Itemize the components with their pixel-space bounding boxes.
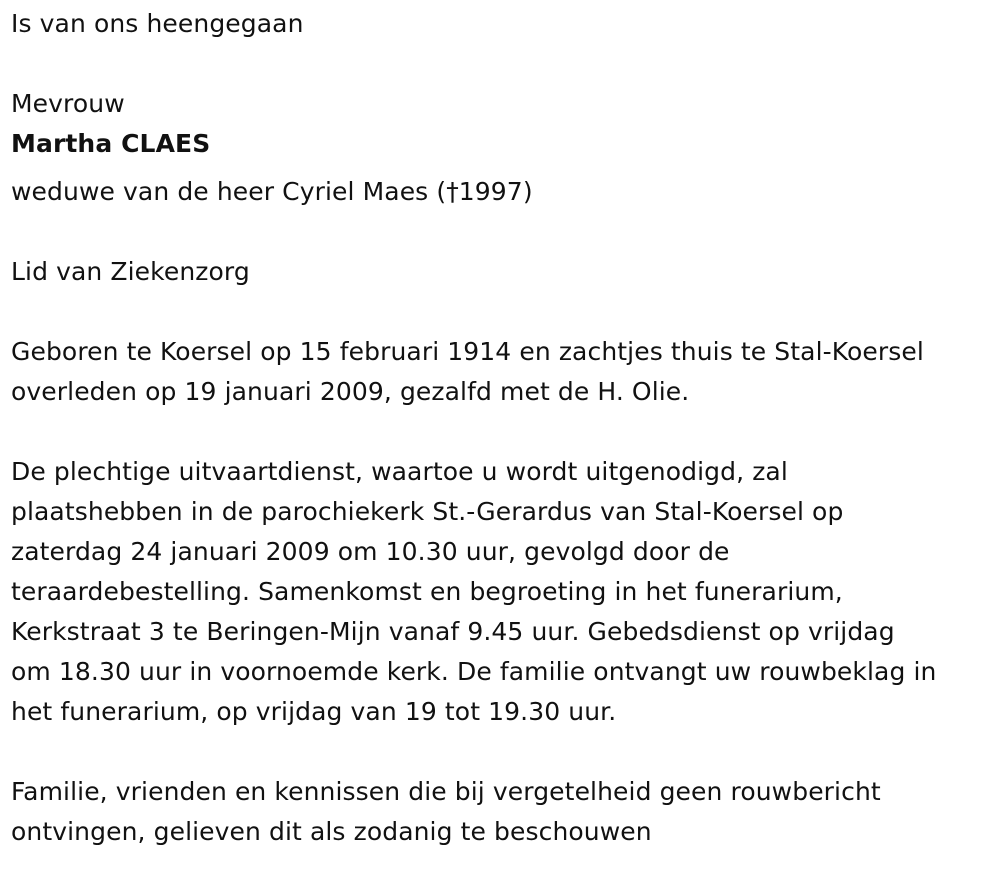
deceased-name: Martha CLAES [11, 129, 211, 158]
paragraph-line: om 18.30 uur in voornoemde kerk. De familie ontvangt uw rouwbeklag in [11, 657, 937, 686]
paragraph-line: overleden op 19 januari 2009, gezalfd met de H. Olie. [11, 377, 690, 406]
paragraph-line: plaatshebben in de parochiekerk St.-Gerardus van Stal-Koersel op [11, 497, 844, 526]
birth-death-paragraph [11, 332, 996, 412]
paragraph-line: ontvingen, gelieven dit als zodanig te beschouwen [11, 817, 652, 846]
paragraph-line: Geboren te Koersel op 15 februari 1914 en zachtjes thuis te Stal-Koersel [11, 337, 924, 366]
paragraph-line: Kerkstraat 3 te Beringen-Mijn vanaf 9.45 uur. Gebedsdienst op vrijdag [11, 617, 895, 646]
intro-line: Is van ons heengegaan [11, 9, 304, 38]
spacer [11, 732, 996, 772]
spacer [11, 412, 996, 452]
spacer [11, 44, 996, 84]
widow-of-line: weduwe van de heer Cyriel Maes (†1997) [11, 177, 533, 206]
paragraph-line: De plechtige uitvaartdienst, waartoe u wordt uitgenodigd, zal [11, 457, 788, 486]
spacer [11, 220, 996, 252]
paragraph-line: zaterdag 24 januari 2009 om 10.30 uur, gevolgd door de [11, 537, 730, 566]
paragraph-line: het funerarium, op vrijdag van 19 tot 19.30 uur. [11, 697, 617, 726]
funeral-paragraph [11, 452, 996, 732]
obituary-notice [11, 4, 996, 852]
spacer [11, 292, 996, 332]
salutation: Mevrouw [11, 89, 125, 118]
paragraph-line: teraardebestelling. Samenkomst en begroeting in het funerarium, [11, 577, 843, 606]
closing-paragraph [11, 772, 996, 852]
membership-line: Lid van Ziekenzorg [11, 257, 250, 286]
paragraph-line: Familie, vrienden en kennissen die bij vergetelheid geen rouwbericht [11, 777, 881, 806]
